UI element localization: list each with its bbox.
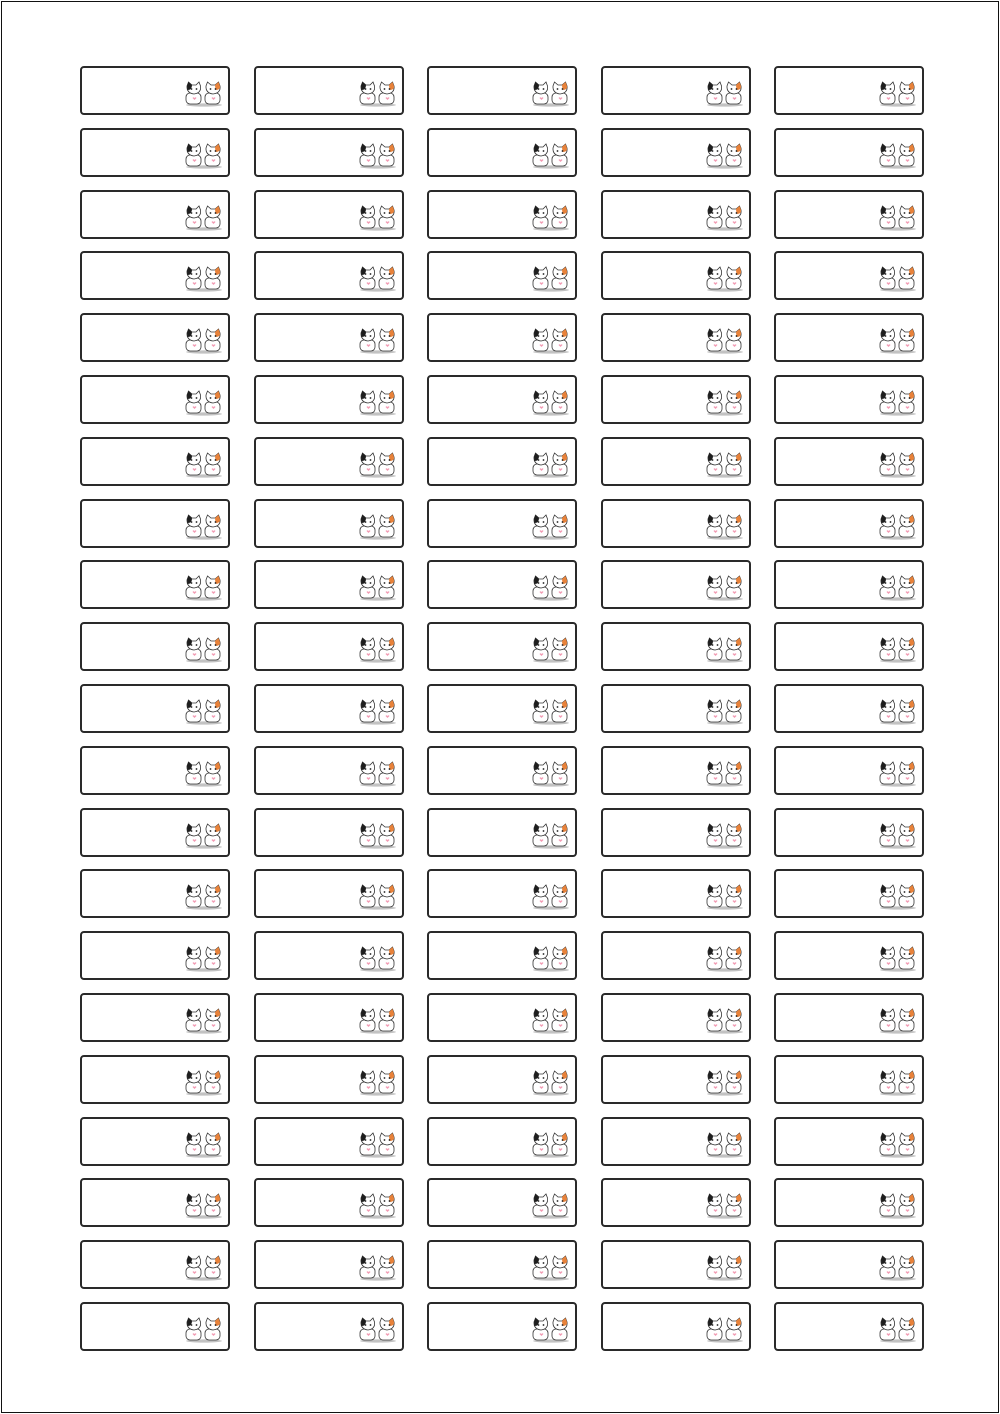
name-label	[254, 1178, 404, 1227]
name-label	[254, 808, 404, 857]
two-cats-icon	[184, 205, 224, 231]
two-cats-icon	[878, 1255, 918, 1281]
name-label	[80, 251, 230, 300]
name-label	[254, 1055, 404, 1104]
name-label	[80, 499, 230, 548]
name-label	[427, 1055, 577, 1104]
name-label	[80, 1178, 230, 1227]
name-label	[254, 746, 404, 795]
two-cats-icon	[705, 1317, 745, 1343]
name-label	[80, 560, 230, 609]
name-label	[601, 190, 751, 239]
two-cats-icon	[358, 328, 398, 354]
two-cats-icon	[531, 514, 571, 540]
two-cats-icon	[531, 452, 571, 478]
name-label	[774, 313, 924, 362]
two-cats-icon	[531, 823, 571, 849]
name-label	[80, 808, 230, 857]
name-label	[254, 499, 404, 548]
name-label	[427, 66, 577, 115]
two-cats-icon	[705, 1255, 745, 1281]
two-cats-icon	[531, 946, 571, 972]
name-label	[427, 560, 577, 609]
two-cats-icon	[531, 1132, 571, 1158]
name-label	[601, 622, 751, 671]
two-cats-icon	[358, 946, 398, 972]
two-cats-icon	[878, 946, 918, 972]
two-cats-icon	[358, 1317, 398, 1343]
name-label	[601, 1302, 751, 1351]
two-cats-icon	[878, 699, 918, 725]
two-cats-icon	[705, 575, 745, 601]
name-label	[601, 993, 751, 1042]
name-label	[254, 375, 404, 424]
two-cats-icon	[358, 761, 398, 787]
two-cats-icon	[531, 1255, 571, 1281]
two-cats-icon	[358, 1008, 398, 1034]
two-cats-icon	[705, 946, 745, 972]
name-label	[601, 560, 751, 609]
two-cats-icon	[358, 1070, 398, 1096]
name-label	[80, 190, 230, 239]
name-label	[601, 1055, 751, 1104]
two-cats-icon	[705, 1008, 745, 1034]
two-cats-icon	[184, 1255, 224, 1281]
name-label	[80, 375, 230, 424]
label-grid	[80, 66, 924, 1351]
two-cats-icon	[878, 823, 918, 849]
name-label	[427, 1117, 577, 1166]
name-label	[254, 128, 404, 177]
two-cats-icon	[358, 823, 398, 849]
name-label	[80, 993, 230, 1042]
name-label	[80, 128, 230, 177]
two-cats-icon	[184, 390, 224, 416]
name-label	[254, 190, 404, 239]
two-cats-icon	[878, 1070, 918, 1096]
name-label	[427, 375, 577, 424]
name-label	[80, 1302, 230, 1351]
name-label	[80, 746, 230, 795]
two-cats-icon	[184, 823, 224, 849]
two-cats-icon	[531, 1193, 571, 1219]
two-cats-icon	[358, 884, 398, 910]
two-cats-icon	[184, 699, 224, 725]
name-label	[601, 128, 751, 177]
name-label	[774, 1178, 924, 1227]
two-cats-icon	[878, 328, 918, 354]
two-cats-icon	[705, 390, 745, 416]
name-label	[601, 1178, 751, 1227]
two-cats-icon	[878, 1317, 918, 1343]
two-cats-icon	[531, 884, 571, 910]
label-sheet	[1, 1, 999, 1413]
name-label	[80, 684, 230, 733]
two-cats-icon	[184, 884, 224, 910]
two-cats-icon	[531, 1317, 571, 1343]
name-label	[774, 1240, 924, 1289]
two-cats-icon	[705, 514, 745, 540]
two-cats-icon	[531, 575, 571, 601]
two-cats-icon	[705, 1193, 745, 1219]
two-cats-icon	[358, 266, 398, 292]
two-cats-icon	[705, 761, 745, 787]
two-cats-icon	[184, 575, 224, 601]
two-cats-icon	[184, 946, 224, 972]
name-label	[774, 499, 924, 548]
two-cats-icon	[878, 81, 918, 107]
two-cats-icon	[705, 637, 745, 663]
two-cats-icon	[878, 1193, 918, 1219]
name-label	[774, 375, 924, 424]
two-cats-icon	[531, 81, 571, 107]
name-label	[601, 684, 751, 733]
name-label	[427, 313, 577, 362]
name-label	[254, 1117, 404, 1166]
name-label	[254, 622, 404, 671]
two-cats-icon	[878, 637, 918, 663]
two-cats-icon	[358, 81, 398, 107]
name-label	[427, 190, 577, 239]
two-cats-icon	[358, 1255, 398, 1281]
name-label	[254, 931, 404, 980]
name-label	[427, 128, 577, 177]
name-label	[774, 1117, 924, 1166]
name-label	[427, 993, 577, 1042]
two-cats-icon	[705, 143, 745, 169]
name-label	[774, 437, 924, 486]
two-cats-icon	[531, 637, 571, 663]
two-cats-icon	[358, 699, 398, 725]
two-cats-icon	[878, 452, 918, 478]
two-cats-icon	[358, 1132, 398, 1158]
name-label	[601, 66, 751, 115]
name-label	[427, 1178, 577, 1227]
two-cats-icon	[878, 390, 918, 416]
name-label	[601, 375, 751, 424]
name-label	[601, 746, 751, 795]
name-label	[774, 869, 924, 918]
two-cats-icon	[705, 328, 745, 354]
name-label	[601, 1240, 751, 1289]
name-label	[774, 560, 924, 609]
name-label	[80, 313, 230, 362]
two-cats-icon	[358, 1193, 398, 1219]
name-label	[774, 622, 924, 671]
name-label	[254, 66, 404, 115]
name-label	[80, 1240, 230, 1289]
name-label	[774, 128, 924, 177]
name-label	[427, 1240, 577, 1289]
two-cats-icon	[358, 637, 398, 663]
name-label	[601, 437, 751, 486]
name-label	[601, 869, 751, 918]
name-label	[774, 1302, 924, 1351]
two-cats-icon	[705, 205, 745, 231]
name-label	[601, 313, 751, 362]
two-cats-icon	[184, 328, 224, 354]
two-cats-icon	[531, 1070, 571, 1096]
two-cats-icon	[184, 1193, 224, 1219]
two-cats-icon	[184, 637, 224, 663]
two-cats-icon	[705, 1132, 745, 1158]
name-label	[254, 251, 404, 300]
two-cats-icon	[358, 514, 398, 540]
name-label	[80, 66, 230, 115]
name-label	[427, 746, 577, 795]
two-cats-icon	[184, 1008, 224, 1034]
two-cats-icon	[878, 761, 918, 787]
two-cats-icon	[878, 575, 918, 601]
two-cats-icon	[531, 761, 571, 787]
name-label	[774, 684, 924, 733]
two-cats-icon	[184, 1132, 224, 1158]
two-cats-icon	[184, 81, 224, 107]
name-label	[774, 931, 924, 980]
name-label	[254, 313, 404, 362]
two-cats-icon	[878, 205, 918, 231]
two-cats-icon	[878, 1008, 918, 1034]
two-cats-icon	[705, 823, 745, 849]
name-label	[774, 1055, 924, 1104]
name-label	[80, 437, 230, 486]
two-cats-icon	[531, 1008, 571, 1034]
name-label	[601, 808, 751, 857]
name-label	[427, 251, 577, 300]
two-cats-icon	[705, 266, 745, 292]
name-label	[254, 437, 404, 486]
two-cats-icon	[184, 1317, 224, 1343]
two-cats-icon	[878, 1132, 918, 1158]
two-cats-icon	[358, 143, 398, 169]
two-cats-icon	[531, 390, 571, 416]
two-cats-icon	[184, 452, 224, 478]
two-cats-icon	[531, 699, 571, 725]
two-cats-icon	[531, 266, 571, 292]
two-cats-icon	[358, 452, 398, 478]
two-cats-icon	[184, 761, 224, 787]
two-cats-icon	[705, 452, 745, 478]
name-label	[80, 1055, 230, 1104]
two-cats-icon	[531, 205, 571, 231]
name-label	[601, 251, 751, 300]
two-cats-icon	[184, 1070, 224, 1096]
name-label	[254, 684, 404, 733]
name-label	[427, 437, 577, 486]
name-label	[80, 1117, 230, 1166]
two-cats-icon	[358, 575, 398, 601]
name-label	[254, 869, 404, 918]
name-label	[80, 869, 230, 918]
two-cats-icon	[531, 328, 571, 354]
two-cats-icon	[878, 266, 918, 292]
two-cats-icon	[358, 390, 398, 416]
name-label	[427, 869, 577, 918]
two-cats-icon	[878, 514, 918, 540]
name-label	[774, 993, 924, 1042]
two-cats-icon	[184, 143, 224, 169]
name-label	[427, 684, 577, 733]
name-label	[254, 1302, 404, 1351]
name-label	[80, 622, 230, 671]
two-cats-icon	[184, 514, 224, 540]
two-cats-icon	[878, 884, 918, 910]
two-cats-icon	[705, 884, 745, 910]
two-cats-icon	[531, 143, 571, 169]
name-label	[254, 993, 404, 1042]
name-label	[774, 66, 924, 115]
name-label	[80, 931, 230, 980]
name-label	[427, 499, 577, 548]
name-label	[427, 808, 577, 857]
two-cats-icon	[184, 266, 224, 292]
name-label	[774, 190, 924, 239]
name-label	[427, 1302, 577, 1351]
name-label	[254, 1240, 404, 1289]
name-label	[427, 622, 577, 671]
name-label	[774, 746, 924, 795]
name-label	[601, 931, 751, 980]
two-cats-icon	[705, 1070, 745, 1096]
name-label	[254, 560, 404, 609]
name-label	[427, 931, 577, 980]
two-cats-icon	[878, 143, 918, 169]
two-cats-icon	[358, 205, 398, 231]
name-label	[774, 808, 924, 857]
two-cats-icon	[705, 699, 745, 725]
name-label	[601, 1117, 751, 1166]
name-label	[774, 251, 924, 300]
name-label	[601, 499, 751, 548]
two-cats-icon	[705, 81, 745, 107]
